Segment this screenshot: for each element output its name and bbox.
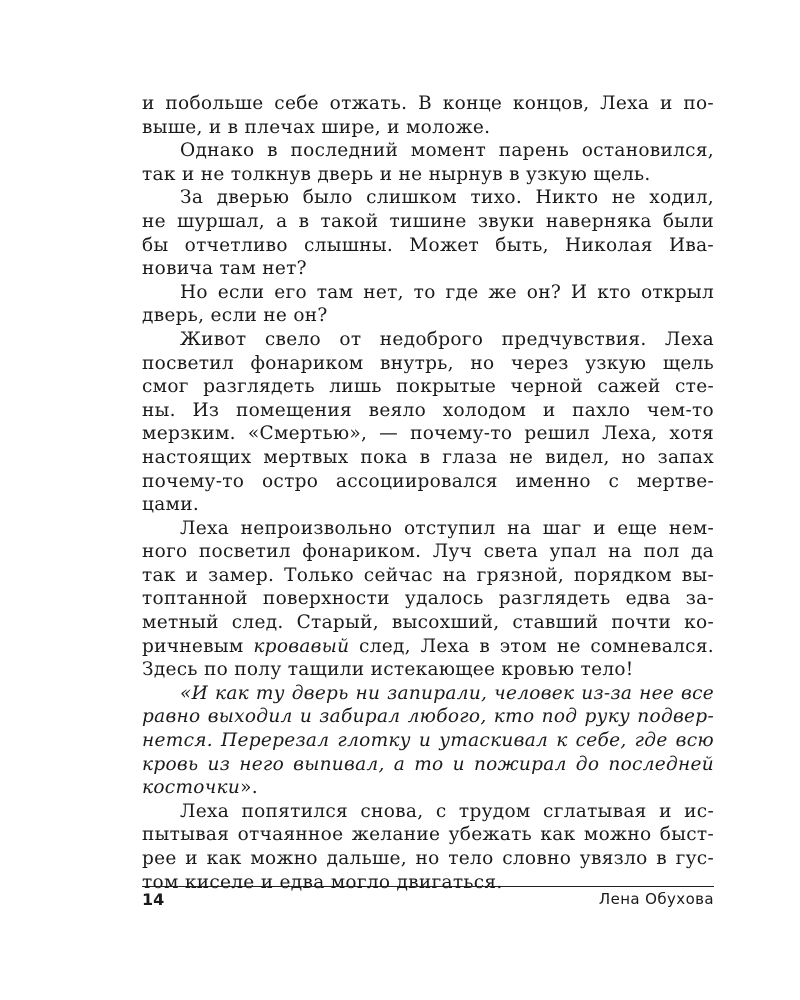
text-line bbox=[142, 705, 714, 729]
footer-rule bbox=[142, 886, 714, 887]
italic-text: «И как ту дверь ни запирали, человек из-за нее все bbox=[180, 682, 714, 704]
text-line bbox=[142, 352, 714, 376]
text-run: смог разглядеть лишь покрытые черной сажей сте- bbox=[142, 376, 714, 398]
text-line bbox=[142, 635, 714, 659]
text-run: Здесь по полу тащили истекающее кровью тело! bbox=[142, 659, 634, 681]
text-run: том киселе и едва могло двигаться. bbox=[142, 871, 503, 893]
text-run: почему-то остро ассоциировался именно с мертве- bbox=[142, 470, 714, 492]
text-line bbox=[142, 163, 714, 187]
text-line bbox=[142, 186, 714, 210]
paragraph bbox=[142, 328, 714, 517]
text-run: посветил фонариком внутрь, но через узкую щель bbox=[142, 352, 714, 374]
text-line bbox=[142, 210, 714, 234]
text-run: ». bbox=[240, 777, 258, 799]
text-line bbox=[142, 658, 714, 682]
text-run: так и замер. Только сейчас на грязной, порядком вы- bbox=[142, 564, 714, 586]
text-run: метный след. Старый, высохший, ставший почти ко- bbox=[142, 612, 714, 634]
text-run: выше, и в плечах шире, и моложе. bbox=[142, 116, 491, 138]
text-run: цами. bbox=[142, 494, 200, 516]
text-run: За дверью было слишком тихо. Никто не ходил, bbox=[180, 187, 714, 209]
text-line bbox=[142, 776, 714, 800]
text-run: ного посветил фонариком. Луч света упал на пол да bbox=[142, 541, 714, 563]
text-line bbox=[142, 304, 714, 328]
text-line bbox=[142, 116, 714, 140]
italic-text: равно выходил и забирал любого, кто под руку подвер- bbox=[142, 706, 714, 728]
italic-text: кровавый bbox=[253, 635, 350, 657]
text-line bbox=[142, 470, 714, 494]
text-run: Однако в последний момент парень остановился, bbox=[180, 140, 714, 162]
text-line bbox=[142, 234, 714, 258]
text-run: след, Леха в этом не сомневался. bbox=[349, 635, 714, 657]
text-line bbox=[142, 422, 714, 446]
text-line bbox=[142, 587, 714, 611]
text-line bbox=[142, 139, 714, 163]
text-run: топтанной поверхности удалось разглядеть едва за- bbox=[142, 588, 714, 610]
paragraph bbox=[142, 139, 714, 186]
italic-text: косточки bbox=[142, 777, 241, 799]
text-line bbox=[142, 257, 714, 281]
text-line bbox=[142, 540, 714, 564]
italic-text: кровь из него выпивал, а то и пожирал до последней bbox=[142, 753, 714, 775]
text-line bbox=[142, 493, 714, 517]
text-run: бы отчетливо слышны. Может быть, Николая Ива- bbox=[142, 234, 714, 256]
text-run: не шуршал, а в такой тишине звуки наверняка были bbox=[142, 210, 714, 232]
text-line bbox=[142, 753, 714, 777]
text-line bbox=[142, 281, 714, 305]
text-run: настоящих мертвых пока в глаза не видел, но запах bbox=[142, 446, 714, 468]
text-run: и побольше себе отжать. В конце концов, Леха и по- bbox=[142, 93, 714, 114]
text-line bbox=[142, 446, 714, 470]
text-line bbox=[142, 800, 714, 824]
paragraph bbox=[142, 281, 714, 328]
text-run: Но если его там нет, то где же он? И кто открыл bbox=[180, 281, 714, 303]
text-run: ричневым bbox=[142, 635, 254, 657]
page-number: 14 bbox=[142, 890, 165, 909]
text-run: новича там нет? bbox=[142, 258, 307, 280]
text-run: Леха непроизвольно отступил на шаг и еще нем- bbox=[180, 517, 714, 539]
text-run: так и не толкнув дверь и не нырнув в узкую щель. bbox=[142, 163, 651, 185]
text-line bbox=[142, 682, 714, 706]
running-footer-author: Лена Обухова bbox=[598, 890, 714, 908]
body-text bbox=[142, 92, 714, 894]
text-line bbox=[142, 92, 714, 116]
text-line bbox=[142, 564, 714, 588]
text-run: рее и как можно дальше, но тело словно увязло в гус- bbox=[142, 848, 714, 869]
text-run: Леха попятился снова, с трудом сглатывая и ис- bbox=[180, 800, 714, 822]
text-line bbox=[142, 847, 714, 871]
text-line bbox=[142, 823, 714, 847]
text-run: Живот свело от недоброго предчувствия. Леха bbox=[180, 328, 714, 350]
text-run: мерзким. «Смертью», — почему-то решил Леха, хотя bbox=[142, 423, 714, 445]
paragraph bbox=[142, 92, 714, 139]
text-run: пытывая отчаянное желание убежать как можно быст- bbox=[142, 824, 714, 846]
text-line bbox=[142, 517, 714, 541]
italic-text: нется. Перерезал глотку и утаскивал к себе, где всю bbox=[142, 730, 714, 752]
text-run: дверь, если не он? bbox=[142, 305, 328, 327]
text-line bbox=[142, 375, 714, 399]
paragraph bbox=[142, 517, 714, 682]
text-line bbox=[142, 399, 714, 423]
paragraph bbox=[142, 186, 714, 280]
text-line bbox=[142, 611, 714, 635]
text-line bbox=[142, 328, 714, 352]
paragraph bbox=[142, 682, 714, 800]
text-line bbox=[142, 729, 714, 753]
paragraph bbox=[142, 800, 714, 894]
text-run: ны. Из помещения веяло холодом и пахло чем-то bbox=[142, 399, 714, 421]
